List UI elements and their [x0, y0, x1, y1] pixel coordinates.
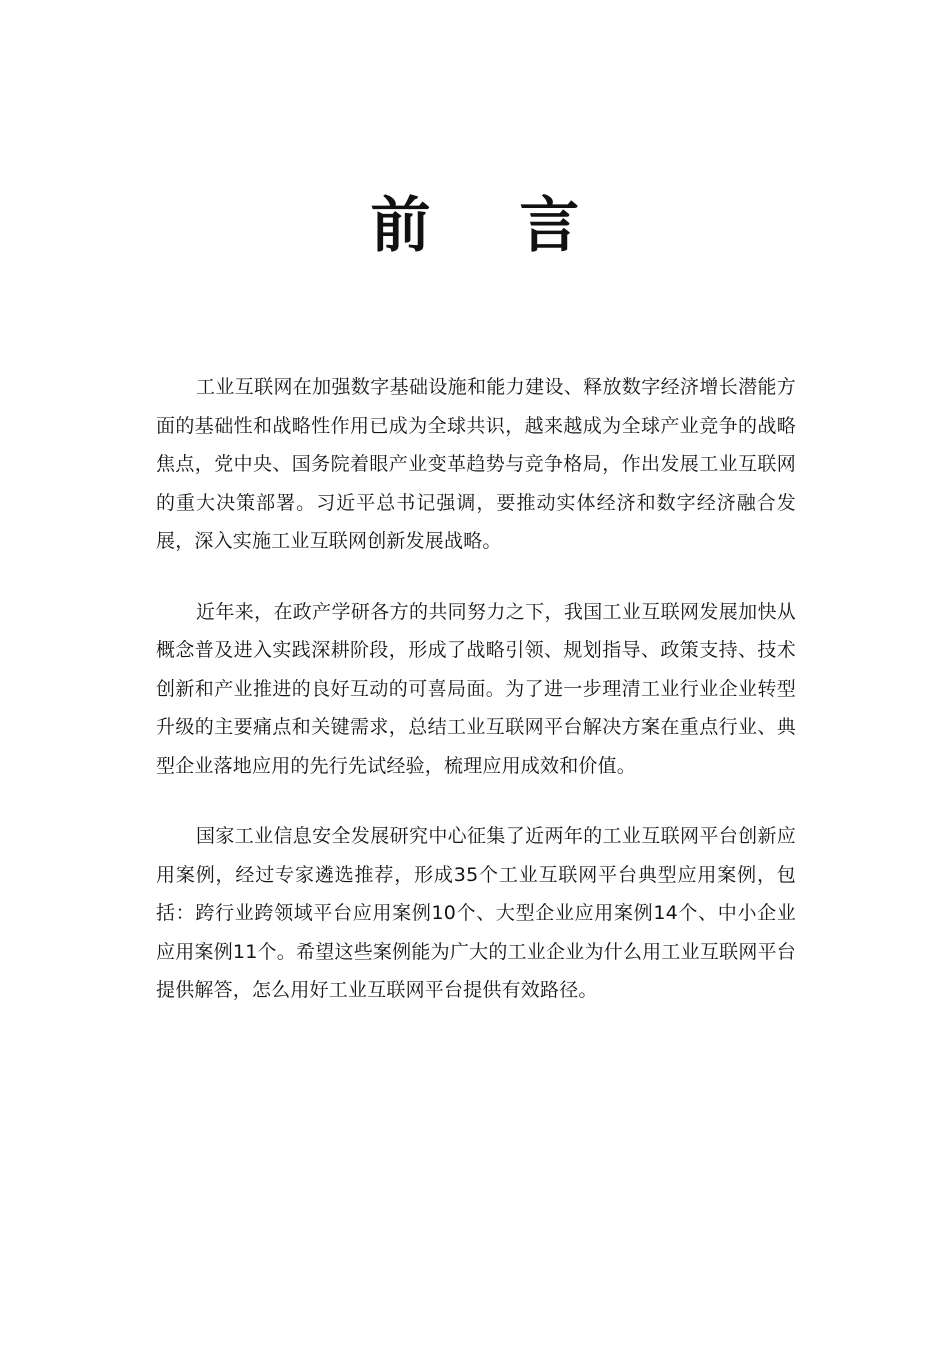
body-text: [156, 368, 796, 1042]
page-title: 前 言: [370, 191, 614, 261]
paragraph-2: 近年来，在政产学研各方的共同努力之下，我国工业互联网发展加快从概念普及进入实践深耕阶段，形成了战略引领、规划指导、政策支持、技术创新和产业推进的良好互动的可喜局面。为了进一步理清工业行业企业转型升级的主要痛点和关键需求，总结工业互联网平台解决方案在重点行业、典型企业落地应用的先行先试经验，梳理应用成效和价值。: [156, 600, 796, 777]
paragraph-1: 工业互联网在加强数字基础设施和能力建设、释放数字经济增长潜能方面的基础性和战略性作用已成为全球共识，越来越成为全球产业竞争的战略焦点，党中央、国务院着眼产业变革趋势与竞争格局，作出发展工业互联网的重大决策部署。习近平总书记强调，要推动实体经济和数字经济融合发展，深入实施工业互联网创新发展战略。: [156, 376, 796, 552]
paragraph-3: 国家工业信息安全发展研究中心征集了近两年的工业互联网平台创新应用案例，经过专家遴选推荐，形成35个工业互联网平台典型应用案例，包括：跨行业跨领域平台应用案例10个、大型企业应用案例14个、中小企业应用案例11个。希望这些案例能为广大的工业企业为什么用工业互联网平台提供解答，怎么用好工业互联网平台提供有效路径。: [156, 825, 796, 1001]
